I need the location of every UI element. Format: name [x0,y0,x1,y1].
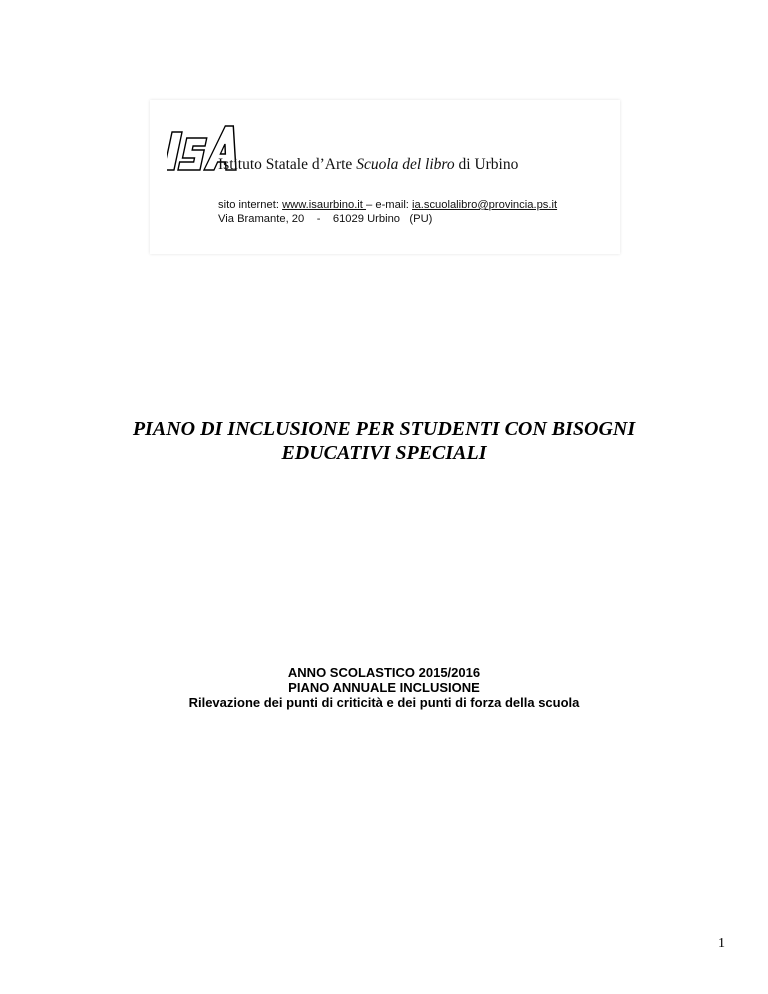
title-line-1: PIANO DI INCLUSIONE PER STUDENTI CON BISOGNI [132,418,636,440]
email-link[interactable]: ia.scuolalibro@provincia.ps.it [412,199,558,211]
contact-info [218,198,557,226]
subtitle-block [0,665,768,710]
address-street: Via Bramante, 20 [218,213,305,225]
document-title [0,417,768,465]
school-name [218,156,518,174]
school-name-prefix: Istituto Statale d’Arte [218,156,357,173]
letterhead [150,100,620,254]
school-name-suffix: di Urbino [454,156,519,173]
website-label: sito internet: [218,199,283,211]
website-link[interactable]: www.isaurbino.it [282,199,367,211]
school-year: ANNO SCOLASTICO 2015/2016 [287,665,481,680]
email-separator: – e-mail: [366,199,413,211]
address-line [218,212,557,226]
address-city: 61029 Urbino [332,213,401,225]
address-dash: - [316,213,321,225]
title-line-2: EDUCATIVI SPECIALI [281,442,487,464]
plan-description: Rilevazione dei punti di criticità e dei punti di forza della scuola [188,695,580,710]
address-province: (PU) [409,213,433,225]
plan-name: PIANO ANNUALE INCLUSIONE [288,680,480,695]
school-name-italic: Scuola del libro [356,156,455,173]
contact-web-line [218,198,557,212]
page-number: 1 [718,936,725,951]
